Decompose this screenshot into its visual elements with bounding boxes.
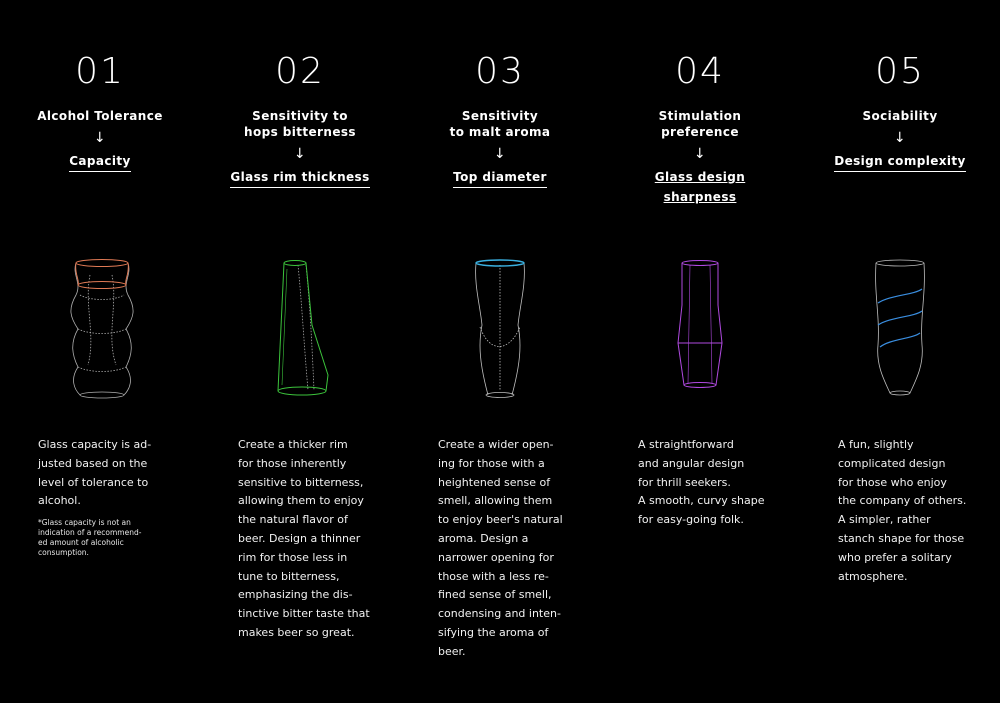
column-2 (200, 0, 400, 703)
heading-text: Sensitivity to malt aroma (449, 109, 551, 139)
target-attribute: Glass design sharpness (654, 170, 746, 204)
target-attribute: Top diameter (453, 167, 547, 188)
step-number: 05 (875, 51, 925, 92)
target-attribute: Design complexity (834, 151, 966, 172)
column-heading-block (200, 108, 400, 188)
down-arrow-icon: ↓ (93, 130, 107, 146)
step-number: 02 (275, 51, 325, 92)
angular-glass-icon (650, 255, 750, 400)
footnote: *Glass capacity is not an indication of a recommend- ed amount of alcoholic consumption. (38, 518, 142, 557)
twisted-glass-icon (850, 255, 950, 400)
step-number: 01 (75, 51, 125, 92)
down-arrow-icon: ↓ (493, 146, 507, 162)
heading-text: Sensitivity to hops bitterness (244, 109, 356, 139)
column-5 (800, 0, 1000, 703)
down-arrow-icon: ↓ (893, 130, 907, 146)
step-number: 04 (675, 51, 725, 92)
slanted-glass-icon (250, 255, 350, 400)
down-arrow-icon: ↓ (293, 146, 307, 162)
column-1 (0, 0, 200, 703)
column-heading-block (0, 108, 200, 172)
heading-text: Stimulation preference (658, 109, 742, 139)
column-heading-block (600, 108, 800, 207)
down-arrow-icon: ↓ (693, 146, 707, 162)
heading-text: Sociability (862, 109, 938, 123)
column-heading-block (800, 108, 1000, 172)
column-description: Glass capacity is ad- justed based on the level of tolerance to alcohol. (38, 438, 152, 508)
column-heading-block (400, 108, 600, 188)
column-description: Create a wider open- ing for those with a heightened sense of smell, allowing them to enjoy beer's natural aroma. Design a narrower opening for those with a less re- fined sense of smell, condensing and inten- sifying the aroma of beer. (438, 438, 563, 658)
column-3 (400, 0, 600, 703)
column-description: Create a thicker rim for those inherently sensitive to bitterness, allowing them to enjoy the natural flavor of beer. Design a thinner rim for those less in tune to bitterness, emphasizing the dis- tinctive bitter taste that makes beer so great. (238, 438, 370, 639)
heading-text: Alcohol Tolerance (37, 109, 163, 123)
column-description: A straightforward and angular design for thrill seekers. A smooth, curvy shape for easy-going folk. (638, 438, 765, 527)
column-4 (600, 0, 800, 703)
target-attribute: Glass rim thickness (230, 167, 369, 188)
column-description: A fun, slightly complicated design for those who enjoy the company of others. A simpler, rather stanch shape for those who prefer a solitary atmosphere. (838, 438, 967, 583)
target-attribute: Capacity (69, 151, 131, 172)
tall-glass-icon (450, 255, 550, 400)
wavy-glass-icon (50, 255, 150, 400)
step-number: 03 (475, 51, 525, 92)
